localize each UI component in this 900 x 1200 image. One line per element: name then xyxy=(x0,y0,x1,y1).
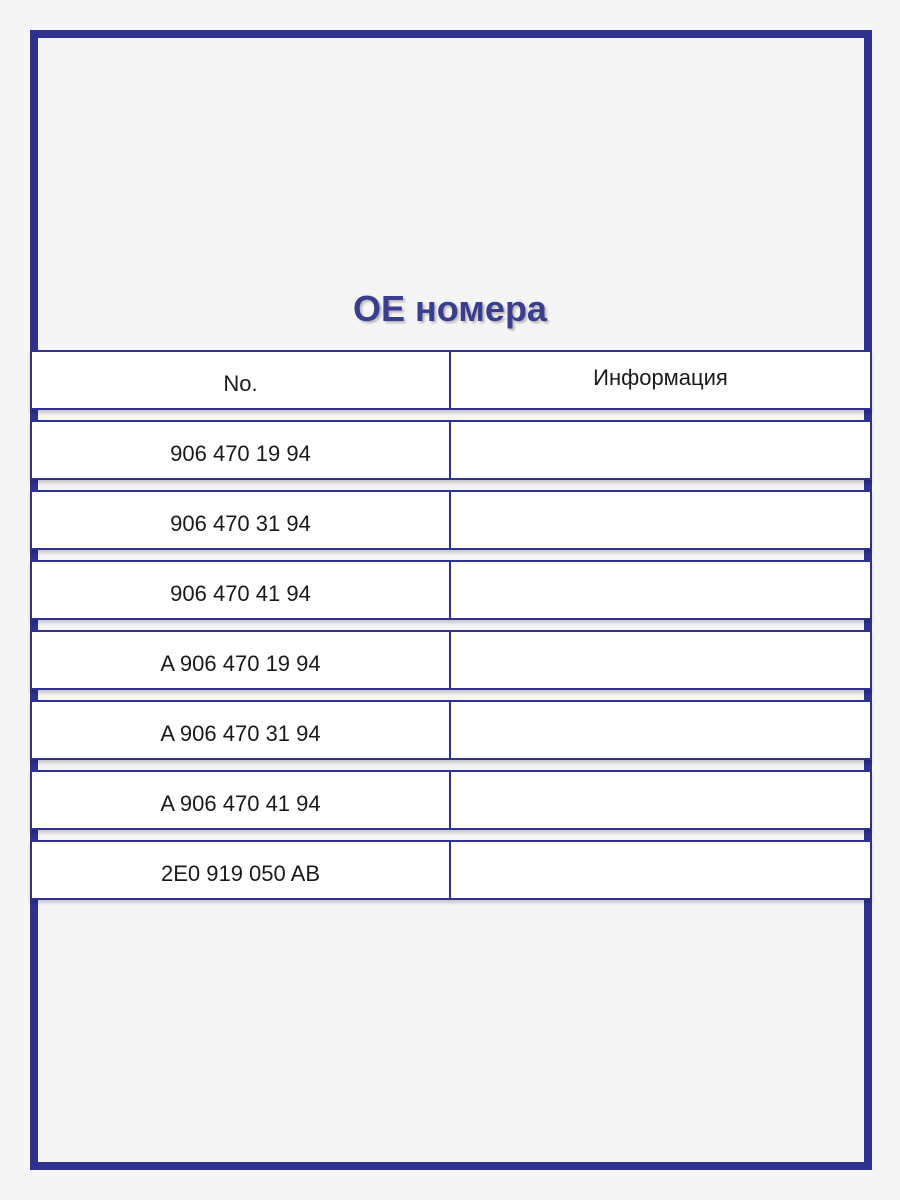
row-number-cell: 2E0 919 050 AB xyxy=(32,842,451,898)
table-row xyxy=(30,560,872,620)
row-number-cell: A 906 470 41 94 xyxy=(32,772,451,828)
table-header-row xyxy=(30,350,872,410)
row-info-cell xyxy=(451,562,870,618)
table-row xyxy=(30,490,872,550)
page-title: ОЕ номера xyxy=(353,288,547,329)
header-no: No. xyxy=(32,352,451,408)
table-row xyxy=(30,420,872,480)
header-info: Информация xyxy=(593,365,728,390)
row-info-cell xyxy=(451,492,870,548)
row-number-cell: 906 470 31 94 xyxy=(32,492,451,548)
row-number-cell: A 906 470 31 94 xyxy=(32,702,451,758)
row-number-cell: A 906 470 19 94 xyxy=(32,632,451,688)
row-info-cell xyxy=(451,632,870,688)
table-row xyxy=(30,630,872,690)
table-row xyxy=(30,840,872,900)
row-number-cell: 906 470 41 94 xyxy=(32,562,451,618)
row-info-cell xyxy=(451,842,870,898)
row-info-cell xyxy=(451,422,870,478)
row-info-cell xyxy=(451,772,870,828)
table-row xyxy=(30,770,872,830)
row-number-cell: 906 470 19 94 xyxy=(32,422,451,478)
row-info-cell xyxy=(451,702,870,758)
table-row xyxy=(30,700,872,760)
